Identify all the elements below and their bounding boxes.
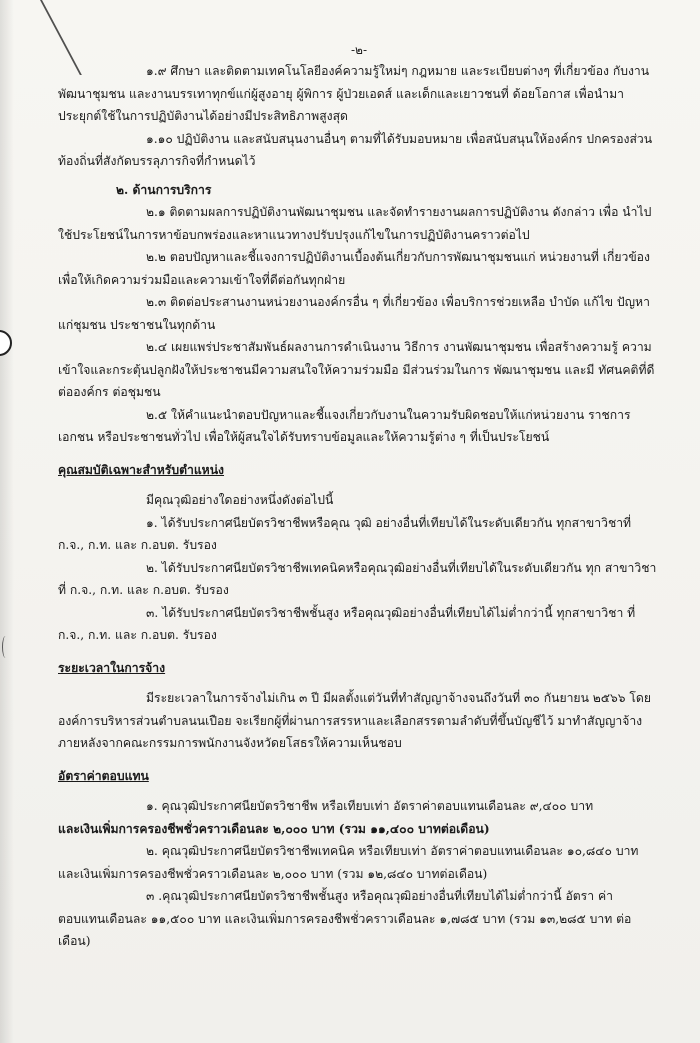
employment-period-text: มีระยะเวลาในการจ้างไม่เกิน ๓ ปี มีผลตั้งแต่วันที่ทำสัญญาจ้างจนถึงวันที่ ๓๐ กันยายน ๒๕๖๖ โดยองค์การบริหารส่วนตำบลนนเปือย จะเรียกผู้ที่ผ่านการสรรหาและเลือกสรรตามลำดับที่ขึ้นบัญชีไว้ มาทำสัญญาจ้างภายหลังจากคณะกรรมการพนักงานจังหวัดยโสธรให้ความเห็นชอบ	[58, 691, 651, 750]
compensation-3: ๓ .คุณวุฒิประกาศนียบัตรวิชาชีพชั้นสูง หรือคุณวุฒิอย่างอื่นที่เทียบได้ไม่ต่ำกว่านี้ อัตรา ค่าตอบแทนเดือนละ ๑๑,๕๐๐ บาท และเงินเพิ่มการครองชีพชั่วคราวเดือนละ ๑,๗๘๕ บาท (รวม ๑๓,๒๘๕ บาท ต่อเดือน)	[58, 889, 632, 948]
item-2-1: ๒.๑ ติดตามผลการปฏิบัติงานพัฒนาชุมชน และจัดทำรายงานผลการปฏิบัติงาน ดังกล่าว เพื่อ นำไปใช้ประโยชน์ในการหาข้อบกพร่องและหาแนวทางปรับปรุงแก้ไขในการปฏิบัติงานคราวต่อไป	[58, 205, 652, 242]
compensation-2: ๒. คุณวุฒิประกาศนียบัตรวิชาชีพเทคนิค หรือเทียบเท่า อัตราค่าตอบแทนเดือนละ ๑๐,๘๔๐ บาท และเงินเพิ่มการครองชีพชั่วคราวเดือนละ ๒,๐๐๐ บาท (รวม ๑๒,๘๔๐ บาทต่อเดือน)	[58, 844, 639, 881]
qualifications-heading: คุณสมบัติเฉพาะสำหรับตำแหน่ง	[58, 462, 225, 477]
compensation-1-cont: และเงินเพิ่มการครองชีพชั่วคราวเดือนละ ๒,๐๐๐ บาท (รวม ๑๑,๔๐๐ บาทต่อเดือน)	[58, 821, 490, 836]
item-2-5: ๒.๕ ให้คำแนะนำตอบปัญหาและชี้แจงเกี่ยวกับงานในความรับผิดชอบให้แก่หน่วยงาน ราชการ เอกชน หรือประชาชนทั่วไป เพื่อให้ผู้สนใจได้รับทราบข้อมูลและให้ความรู้ต่าง ๆ ที่เป็นประโยชน์	[58, 407, 631, 444]
item-2-2: ๒.๒ ตอบปัญหาและชี้แจงการปฏิบัติงานเบื้องต้นเกี่ยวกับการพัฒนาชุมชนแก่ หน่วยงานที่ เกี่ยวข้องเพื่อให้เกิดความร่วมมือและความเข้าใจที่ดีต่อกันทุกฝ่าย	[58, 250, 650, 287]
document-body	[58, 40, 660, 953]
compensation-1: ๑. คุณวุฒิประกาศนียบัตรวิชาชีพ หรือเทียบเท่า อัตราค่าตอบแทนเดือนละ ๙,๔๐๐ บาท	[146, 799, 594, 813]
qualifications-intro: มีคุณวุฒิอย่างใดอย่างหนึ่งดังต่อไปนี้	[146, 493, 334, 507]
compensation-heading: อัตราค่าตอบแทน	[58, 768, 149, 783]
qualification-3: ๓. ได้รับประกาศนียบัตรวิชาชีพชั้นสูง หรือคุณวุฒิอย่างอื่นที่เทียบได้ไม่ต่ำกว่านี้ ทุกสาขาวิชา ที่ ก.จ., ก.ท. และ ก.อบต. รับรอง	[58, 605, 636, 642]
item-1-9: ๑.๙ ศึกษา และติดตามเทคโนโลยีองค์ความรู้ใหม่ๆ กฎหมาย และระเบียบต่างๆ ที่เกี่ยวข้อง กับงานพัฒนาชุมชน และงานบรรเทาทุกข์แก่ผู้สูงอายุ ผู้พิการ ผู้ป่วยเอดส์ และเด็กและเยาวชนที่ ด้อยโอกาส เพื่อนำมาประยุกต์ใช้ในการปฏิบัติงานได้อย่างมีประสิทธิภาพสูงสุด	[58, 64, 650, 123]
qualification-1: ๑. ได้รับประกาศนียบัตรวิชาชีพหรือคุณ วุฒิ อย่างอื่นที่เทียบได้ในระดับเดียวกัน ทุกสาขาวิชาที่ ก.จ., ก.ท. และ ก.อบต. รับรอง	[58, 515, 632, 552]
page-edge-shadow	[0, 0, 14, 1043]
qualification-2: ๒. ได้รับประกาศนียบัตรวิชาชีพเทคนิคหรือคุณวุฒิอย่างอื่นที่เทียบได้ในระดับเดียวกัน ทุก สาขาวิชาที่ ก.จ., ก.ท. และ ก.อบต. รับรอง	[58, 560, 657, 597]
employment-period-heading: ระยะเวลาในการจ้าง	[58, 660, 166, 675]
item-2-4: ๒.๔ เผยแพร่ประชาสัมพันธ์ผลงานการดำเนินงาน วิธีการ งานพัฒนาชุมชน เพื่อสร้างความรู้ ความเข้าใจและกระตุ้นปลูกฝังให้ประชาชนมีความสนใจให้ความร่วมมือ มีส่วนร่วมในการ พัฒนาชุมชน และมี ทัศนคติที่ดีต่อองค์กร ต่อชุมชน	[58, 340, 655, 399]
section-service-heading: ๒. ด้านการบริการ	[116, 182, 212, 197]
margin-mark	[2, 636, 9, 658]
page-number: -๒-	[350, 43, 368, 57]
item-2-3: ๒.๓ ติดต่อประสานงานหน่วยงานองค์กรอื่น ๆ ที่เกี่ยวข้อง เพื่อบริการช่วยเหลือ บำบัด แก้ไข ปัญหาแก่ชุมชน ประชาชนในทุกด้าน	[58, 295, 650, 332]
item-1-10: ๑.๑๐ ปฏิบัติงาน และสนับสนุนงานอื่นๆ ตามที่ได้รับมอบหมาย เพื่อสนับสนุนให้องค์กร ปกครองส่วนท้องถิ่นที่สังกัดบรรลุภารกิจที่กำหนดไว้	[58, 131, 653, 168]
